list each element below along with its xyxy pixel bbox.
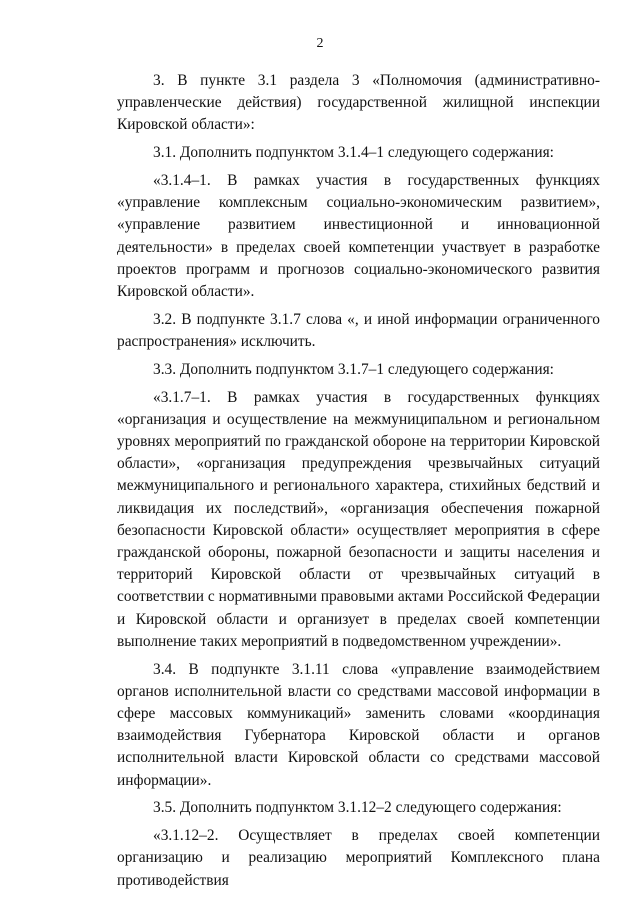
paragraph-3-1-12-2: «3.1.12–2. Осуществляет в пределах своей компетенции организацию и реализацию мероприятий Комплексного плана противодействия xyxy=(117,827,600,889)
paragraph-3-3: 3.3. Дополнить подпунктом 3.1.7–1 следующего содержания: xyxy=(153,360,554,378)
document-body xyxy=(117,70,600,897)
page-number: 2 xyxy=(316,36,324,51)
paragraph-3-1-7-1: «3.1.7–1. В рамках участия в государственных функциях «организация и осуществление на межмуниципальном и региональном уровнях мероприятий по гражданской обороне на территории Кировской области», «организация предупреждения чрезвычайных ситуаций межмуниципального и регионального характера, стихийных бедствий и ликвидация их последствий», «организация обеспечения пожарной безопасности Кировской области» осуществляет мероприятия в сфере гражданской обороны, пожарной безопасности и защиты населения и территорий Кировской области от чрезвычайных ситуаций в соответствии с нормативными правовыми актами Российской Федерации и Кировской области и организует в пределах своей компетенции выполнение таких мероприятий в подведомственном учреждении». xyxy=(117,388,600,650)
paragraph-3-1-4-1: «3.1.4–1. В рамках участия в государственных функциях «управление комплексным социально-экономическим развитием», «управление развитием инвестиционной и инновационной деятельности» в пределах своей компетенции участвует в разработке проектов программ и прогнозов социально-экономического развития Кировской области». xyxy=(117,172,600,301)
paragraph-3-4: 3.4. В подпункте 3.1.11 слова «управление взаимодействием органов исполнительной власти со средствами массовой информации в сфере массовых коммуникаций» заменить словами «координация взаимодействия Губернатора Кировской области и органов исполнительной власти Кировской области со средствами массовой информации». xyxy=(117,660,600,789)
paragraph-3: 3. В пункте 3.1 раздела 3 «Полномочия (административно-управленческие действия) государственной жилищной инспекции Кировской области»: xyxy=(117,72,600,134)
paragraph-3-1: 3.1. Дополнить подпунктом 3.1.4–1 следующего содержания: xyxy=(153,144,554,162)
paragraph-3-2: 3.2. В подпункте 3.1.7 слова «, и иной информации ограниченного распространения» исключить. xyxy=(117,310,600,351)
paragraph-3-5: 3.5. Дополнить подпунктом 3.1.12–2 следующего содержания: xyxy=(153,799,562,817)
